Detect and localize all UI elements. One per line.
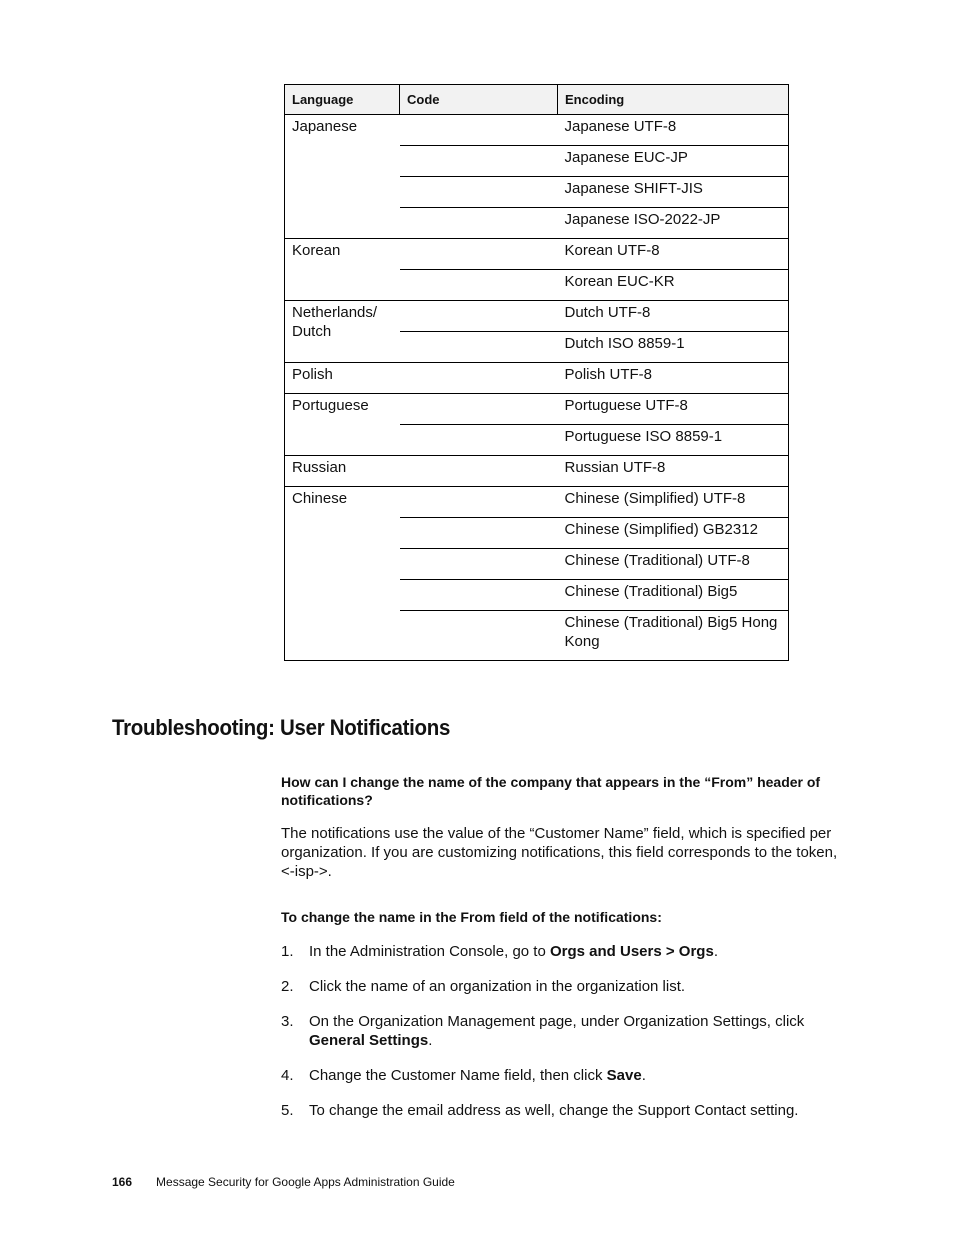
table-header-row	[285, 85, 789, 115]
list-item	[281, 1101, 846, 1120]
step-emphasis: General Settings	[309, 1032, 429, 1049]
step-text: In the Administration Console, go to	[309, 943, 550, 960]
cell-code	[400, 270, 558, 301]
cell-language: Korean	[285, 239, 400, 301]
cell-code	[400, 115, 558, 146]
cell-encoding: Dutch UTF-8	[558, 301, 789, 332]
table-row	[285, 363, 789, 394]
cell-encoding: Korean EUC-KR	[558, 270, 789, 301]
step-number: 5.	[281, 1102, 294, 1119]
step-emphasis: Save	[606, 1067, 642, 1084]
procedure-title: To change the name in the From field of the notifications:	[281, 909, 662, 925]
cell-code	[400, 580, 558, 611]
table-row	[285, 239, 789, 270]
table-row	[285, 115, 789, 146]
table-row	[285, 394, 789, 425]
procedure-steps	[281, 942, 846, 1120]
cell-language: Japanese	[285, 115, 400, 239]
cell-code	[400, 456, 558, 487]
cell-code	[400, 363, 558, 394]
header-code: Code	[400, 85, 558, 115]
cell-encoding: Dutch ISO 8859-1	[558, 332, 789, 363]
page-number: 166	[112, 1175, 133, 1189]
table-row	[285, 456, 789, 487]
cell-code	[400, 208, 558, 239]
cell-code	[400, 611, 558, 661]
faq-answer: The notifications use the value of the “Customer Name” field, which is specified per organization. If you are customizing notifications, this field corresponds to the token, <-isp->.	[281, 825, 838, 880]
cell-language: Polish	[285, 363, 400, 394]
cell-encoding: Portuguese ISO 8859-1	[558, 425, 789, 456]
cell-language: Chinese	[285, 487, 400, 661]
cell-code	[400, 301, 558, 332]
cell-code	[400, 549, 558, 580]
cell-encoding: Chinese (Traditional) Big5 Hong Kong	[558, 611, 789, 661]
document-title: Message Security for Google Apps Administration Guide	[156, 1175, 455, 1189]
section-title: Troubleshooting: User Notifications	[112, 715, 451, 740]
cell-code	[400, 487, 558, 518]
list-item	[281, 942, 846, 961]
list-item	[281, 1012, 846, 1050]
cell-encoding: Chinese (Traditional) Big5	[558, 580, 789, 611]
section-content	[281, 773, 846, 1136]
step-text: Change the Customer Name field, then click	[309, 1067, 607, 1084]
step-number: 2.	[281, 978, 294, 995]
step-number: 3.	[281, 1013, 294, 1030]
cell-code	[400, 146, 558, 177]
cell-encoding: Japanese EUC-JP	[558, 146, 789, 177]
step-number: 1.	[281, 943, 294, 960]
cell-encoding: Portuguese UTF-8	[558, 394, 789, 425]
cell-encoding: Japanese SHIFT-JIS	[558, 177, 789, 208]
list-item	[281, 1066, 846, 1085]
step-text: On the Organization Management page, under Organization Settings, click	[309, 1013, 805, 1030]
step-text-end: .	[641, 1067, 646, 1084]
step-number: 4.	[281, 1067, 294, 1084]
cell-encoding: Chinese (Traditional) UTF-8	[558, 549, 789, 580]
cell-encoding: Korean UTF-8	[558, 239, 789, 270]
cell-encoding: Russian UTF-8	[558, 456, 789, 487]
step-text: To change the email address as well, change the Support Contact setting.	[309, 1102, 799, 1119]
step-emphasis: Orgs and Users > Orgs	[549, 943, 714, 960]
step-text-end: .	[428, 1032, 433, 1049]
cell-encoding: Chinese (Simplified) UTF-8	[558, 487, 789, 518]
header-encoding: Encoding	[558, 85, 789, 115]
cell-code	[400, 518, 558, 549]
list-item	[281, 977, 846, 996]
cell-encoding: Japanese ISO-2022-JP	[558, 208, 789, 239]
cell-code	[400, 332, 558, 363]
table-row	[285, 301, 789, 332]
cell-code	[400, 394, 558, 425]
cell-code	[400, 239, 558, 270]
encoding-table	[284, 84, 789, 661]
table-row	[285, 487, 789, 518]
step-text-end: .	[713, 943, 718, 960]
cell-language: Russian	[285, 456, 400, 487]
cell-encoding: Polish UTF-8	[558, 363, 789, 394]
cell-language: Netherlands/ Dutch	[285, 301, 400, 363]
header-language: Language	[285, 85, 400, 115]
cell-code	[400, 177, 558, 208]
cell-encoding: Japanese UTF-8	[558, 115, 789, 146]
cell-code	[400, 425, 558, 456]
cell-encoding: Chinese (Simplified) GB2312	[558, 518, 789, 549]
faq-question: How can I change the name of the company that appears in the “From” header of notifications?	[281, 774, 821, 808]
cell-language: Portuguese	[285, 394, 400, 456]
step-text: Click the name of an organization in the organization list.	[309, 978, 686, 995]
page-footer	[112, 1175, 455, 1189]
